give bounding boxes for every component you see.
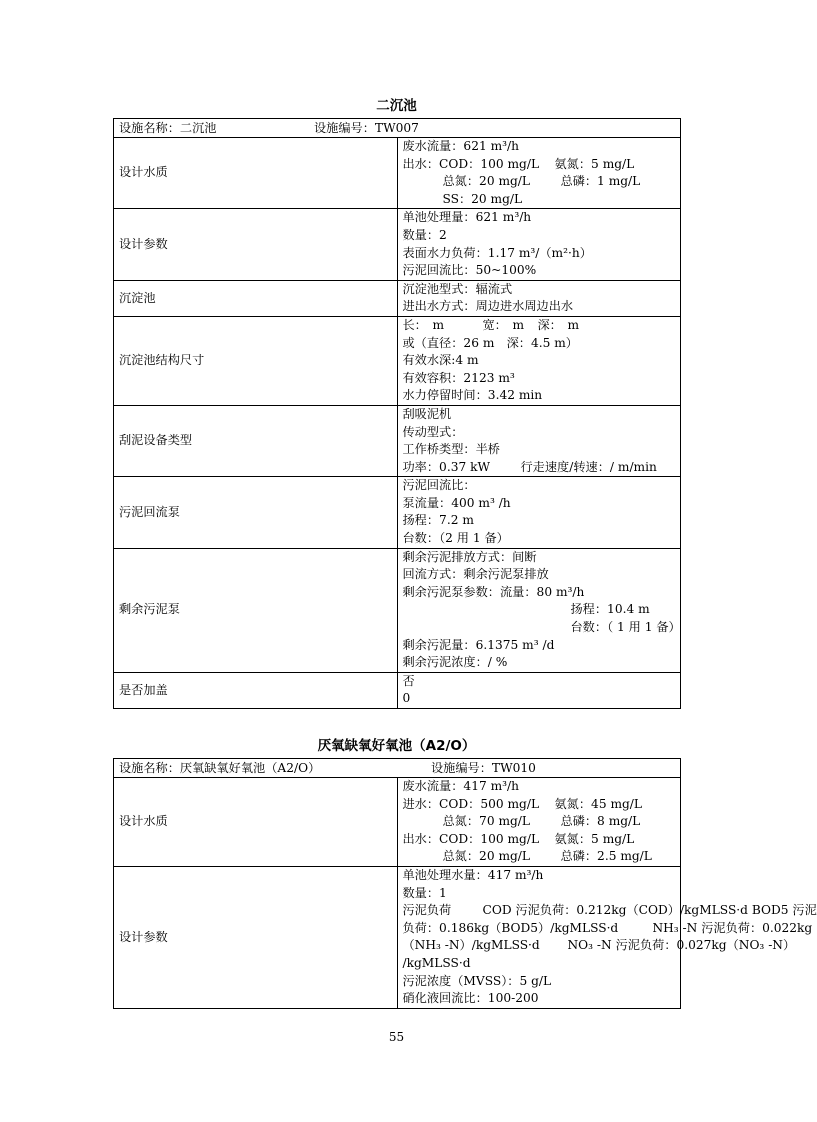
row-content: 污泥回流比： 泵流量：400 m³ /h 扬程：7.2 m 台数：（2 用 1 备） xyxy=(397,477,681,548)
facility-code: 设施编号：TW007 xyxy=(314,121,419,135)
row-content: 单池处理水量：417 m³/h 数量：1 污泥负荷 COD 污泥负荷：0.212kg（COD）/kgMLSS·d BOD5 污泥 负荷：0.186kg（BOD5）/kgMLSS·d NH₃ -N 污泥负荷：0.022kg （NH₃ -N）/kgMLSS·d NO₃ -N 污泥负荷：0.027kg（NO₃ -N） /kgMLSS·d 污泥浓度（MVSS）：5 g/L 硝化液回流比：100-200 xyxy=(397,866,681,1008)
row-label: 是否加盖 xyxy=(114,672,398,708)
row-label: 污泥回流泵 xyxy=(114,477,398,548)
table-row xyxy=(114,209,681,280)
row-label: 沉淀池 xyxy=(114,280,398,316)
table-row xyxy=(114,672,681,708)
table-row xyxy=(114,477,681,548)
row-content: 刮吸泥机 传动型式： 工作桥类型：半桥 功率：0.37 kW 行走速度/转速：/ m/min xyxy=(397,405,681,476)
table-secondary-clarifier xyxy=(113,118,681,709)
row-content: 剩余污泥排放方式：间断 回流方式：剩余污泥泵排放 剩余污泥泵参数：流量：80 m³/h 扬程：10.4 m 台数：（ 1 用 1 备） 剩余污泥量：6.1375 m³ /d 剩余污泥浓度：/ % xyxy=(397,548,681,672)
row-content: 沉淀池型式：辐流式 进出水方式：周边进水周边出水 xyxy=(397,280,681,316)
row-content: 废水流量：621 m³/h 出水：COD：100 mg/L 氨氮：5 mg/L 总氮：20 mg/L 总磷：1 mg/L SS：20 mg/L xyxy=(397,138,681,209)
section-title-a2o: 厌氧缺氧好氧池（A2/O） xyxy=(317,738,476,754)
row-content: 长： m 宽： m 深： m 或（直径：26 m 深：4.5 m） 有效水深:4 m 有效容积：2123 m³ 水力停留时间：3.42 min xyxy=(397,316,681,405)
table-row xyxy=(114,548,681,672)
table-row xyxy=(114,316,681,405)
table-row xyxy=(114,866,681,1008)
row-label: 刮泥设备类型 xyxy=(114,405,398,476)
row-label: 剩余污泥泵 xyxy=(114,548,398,672)
row-content: 否 0 xyxy=(397,672,681,708)
facility-name: 设施名称：厌氧缺氧好氧池（A2/O） xyxy=(119,761,321,775)
table-row xyxy=(114,778,681,867)
row-label: 沉淀池结构尺寸 xyxy=(114,316,398,405)
row-label: 设计水质 xyxy=(114,778,398,867)
row-content: 废水流量：417 m³/h 进水：COD：500 mg/L 氨氮：45 mg/L 总氮：70 mg/L 总磷：8 mg/L 出水：COD：100 mg/L 氨氮：5 mg/L 总氮：20 mg/L 总磷：2.5 mg/L xyxy=(397,778,681,867)
section-title-secondary-clarifier: 二沉池 xyxy=(376,98,417,114)
table-row xyxy=(114,138,681,209)
table-row xyxy=(114,405,681,476)
row-label: 设计参数 xyxy=(114,866,398,1008)
table-row xyxy=(114,280,681,316)
facility-name: 设施名称：二沉池 xyxy=(119,121,217,135)
table-a2o xyxy=(113,758,817,1009)
row-label: 设计水质 xyxy=(114,138,398,209)
row-content: 单池处理量：621 m³/h 数量：2 表面水力负荷：1.17 m³/（m²·h） 污泥回流比：50~100% xyxy=(397,209,681,280)
row-label: 设计参数 xyxy=(114,209,398,280)
table-header-row xyxy=(114,759,681,778)
page-number: 55 xyxy=(388,1030,405,1044)
facility-code: 设施编号：TW010 xyxy=(431,761,536,775)
table-header-row xyxy=(114,119,681,138)
